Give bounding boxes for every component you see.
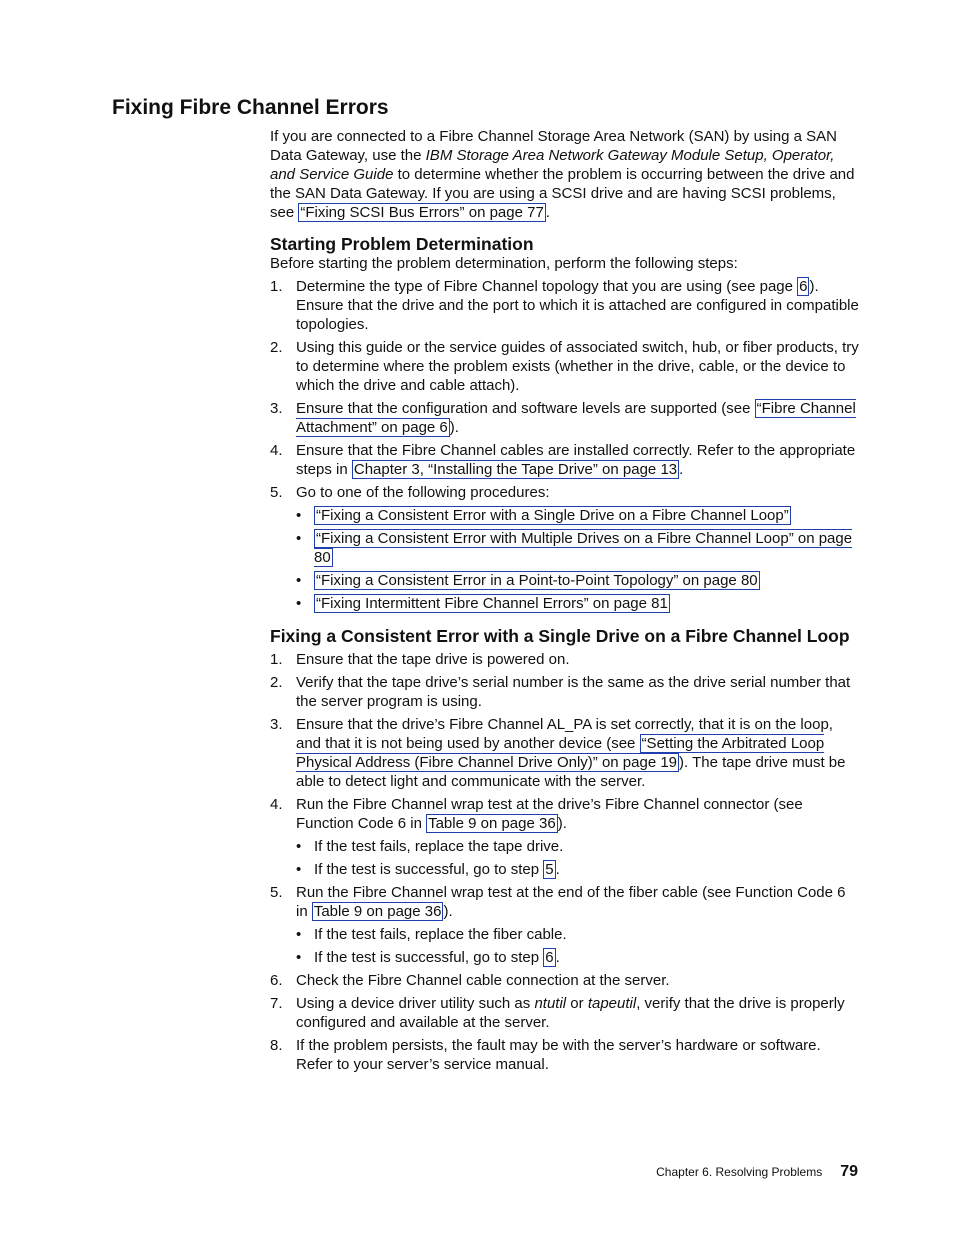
bullet: •	[296, 572, 302, 589]
utility-name: ntutil	[534, 995, 567, 1012]
link-procedure-point-to-point[interactable]: “Fixing a Consistent Error in a Point-to-Point Topology” on page 80	[316, 572, 758, 589]
step-number: 1.	[270, 278, 283, 295]
link-procedure-single-drive[interactable]: “Fixing a Consistent Error with a Single Drive on a Fibre Channel Loop”	[316, 507, 789, 524]
sub-list	[296, 925, 860, 967]
link-fibre-channel-attachment[interactable]: “Fibre Channel Attachment” on page 6	[296, 400, 856, 436]
step-number: 5.	[270, 884, 283, 901]
step-item	[270, 277, 860, 334]
step-text: Run the Fibre Channel wrap test at the end of the fiber cable (see Function Code 6 in	[296, 884, 846, 920]
procedure-item	[296, 506, 860, 525]
step-item	[270, 338, 860, 395]
intro-text-1: If you are connected to a Fibre Channel Storage Area Network (SAN) by using a SAN Data Gateway, use the	[270, 128, 837, 164]
procedure-list	[296, 506, 860, 613]
bullet: •	[296, 595, 302, 612]
step-item	[270, 795, 860, 879]
step-item	[270, 441, 860, 479]
step-text: Using this guide or the service guides of associated switch, hub, or fiber products, try to determine where the problem exists (whether in the drive, cable, or the device to which the drive and cable attach).	[296, 339, 859, 394]
section-starting-problem-determination	[270, 234, 860, 617]
bullet: •	[296, 926, 302, 943]
sub-text: If the test is successful, go to step	[314, 949, 544, 966]
intro-paragraph	[270, 127, 860, 222]
page-footer	[656, 1163, 858, 1181]
bullet: •	[296, 838, 302, 855]
step-item	[270, 994, 860, 1032]
step-text: Ensure that the configuration and software levels are supported (see	[296, 400, 755, 417]
sub-text: If the test is successful, go to step	[314, 861, 544, 878]
step-number: 3.	[270, 716, 283, 733]
step-item	[270, 971, 860, 990]
step-text: Run the Fibre Channel wrap test at the drive’s Fibre Channel connector (see Function Code 6 in	[296, 796, 803, 832]
step-number: 1.	[270, 651, 283, 668]
step-text: If the problem persists, the fault may be with the server’s hardware or software. Refer to your server’s service manual.	[296, 1037, 821, 1073]
procedure-item	[296, 594, 860, 613]
utility-name: tapeutil	[587, 995, 637, 1012]
book-title: IBM Storage Area Network Gateway Module Setup, Operator, and Service Guide	[270, 147, 835, 183]
step-text: or	[566, 995, 588, 1012]
steps-list	[270, 650, 860, 1074]
step-text: Go to one of the following procedures:	[296, 484, 550, 501]
step-item	[270, 650, 860, 669]
step-item	[270, 399, 860, 437]
procedure-item	[296, 571, 860, 590]
section-heading: Fixing a Consistent Error with a Single Drive on a Fibre Channel Loop	[270, 626, 850, 646]
sub-text: .	[555, 861, 560, 878]
link-procedure-multiple-drives[interactable]: “Fixing a Consistent Error with Multiple Drives on a Fibre Channel Loop” on page 80	[314, 530, 853, 566]
step-number: 4.	[270, 796, 283, 813]
section-lead: Before starting the problem determination, perform the following steps:	[270, 255, 738, 272]
sub-item	[296, 860, 860, 879]
sub-list	[296, 837, 860, 879]
sub-item	[296, 948, 860, 967]
intro-text-3: .	[545, 204, 550, 221]
step-text: ).	[449, 419, 459, 436]
step-text: Determine the type of Fibre Channel topology that you are using (see page	[296, 278, 798, 295]
link-scsi-bus-errors[interactable]: “Fixing SCSI Bus Errors” on page 77	[300, 204, 544, 221]
sub-item	[296, 925, 860, 944]
step-item	[270, 715, 860, 791]
section-heading: Starting Problem Determination	[270, 234, 534, 254]
sub-text: .	[555, 949, 560, 966]
step-item	[270, 673, 860, 711]
sub-text: If the test fails, replace the fiber cable.	[314, 926, 567, 943]
step-number: 8.	[270, 1037, 283, 1054]
step-text: Ensure that the Fibre Channel cables are installed correctly. Refer to the appropriate steps in	[296, 442, 856, 478]
bullet: •	[296, 507, 302, 524]
link-chapter-3[interactable]: Chapter 3, “Installing the Tape Drive” on page 13	[353, 461, 678, 478]
steps-list	[270, 277, 860, 613]
procedure-item	[296, 529, 860, 567]
step-text: , verify that the drive is properly configured and available at the server.	[296, 995, 845, 1031]
step-text: ).	[443, 903, 453, 920]
step-text: Verify that the tape drive’s serial number is the same as the drive serial number that the server program is using.	[296, 674, 851, 710]
step-number: 3.	[270, 400, 283, 417]
link-arbitrated-loop-address[interactable]: “Setting the Arbitrated Loop Physical Address (Fibre Channel Drive Only)” on page 19	[296, 735, 825, 771]
link-table-9[interactable]: Table 9 on page 36	[313, 903, 442, 920]
page-number: 79	[840, 1163, 858, 1180]
bullet: •	[296, 949, 302, 966]
step-item	[270, 1036, 860, 1074]
step-text: ). The tape drive must be able to detect light and communicate with the server.	[296, 754, 846, 790]
step-text: Ensure that the drive’s Fibre Channel AL_PA is set correctly, that it is on the loop, and that it is not being used by another device (see	[296, 716, 833, 752]
step-text: Check the Fibre Channel cable connection at the server.	[296, 972, 670, 989]
page-title: Fixing Fibre Channel Errors	[112, 96, 389, 119]
link-table-9[interactable]: Table 9 on page 36	[428, 815, 556, 832]
sub-item	[296, 837, 860, 856]
step-text: ).	[557, 815, 567, 832]
step-number: 5.	[270, 484, 283, 501]
sub-text: If the test fails, replace the tape drive.	[314, 838, 564, 855]
step-number: 4.	[270, 442, 283, 459]
step-item	[270, 883, 860, 967]
step-text: ). Ensure that the drive and the port to which it is attached are configured in compatible topologies.	[296, 278, 859, 333]
step-text: Ensure that the tape drive is powered on.	[296, 651, 570, 668]
link-page-6[interactable]: 6	[799, 278, 808, 295]
intro-text-2: to determine whether the problem is occurring between the drive and the SAN Data Gateway. If you are using a SCSI drive and are having SCSI problems, see	[270, 166, 855, 221]
section-single-drive-loop	[270, 626, 860, 1078]
step-item	[270, 483, 860, 613]
step-text: Using a device driver utility such as	[296, 995, 535, 1012]
step-text: .	[679, 461, 684, 478]
link-step-6[interactable]: 6	[545, 949, 554, 966]
step-number: 2.	[270, 674, 283, 691]
step-number: 2.	[270, 339, 283, 356]
footer-chapter: Chapter 6. Resolving Problems	[656, 1165, 823, 1179]
link-step-5[interactable]: 5	[545, 861, 554, 878]
step-number: 6.	[270, 972, 283, 989]
intro-text	[270, 127, 860, 222]
bullet: •	[296, 861, 302, 878]
bullet: •	[296, 530, 302, 547]
link-procedure-intermittent[interactable]: “Fixing Intermittent Fibre Channel Errors” on page 81	[316, 595, 668, 612]
step-number: 7.	[270, 995, 283, 1012]
